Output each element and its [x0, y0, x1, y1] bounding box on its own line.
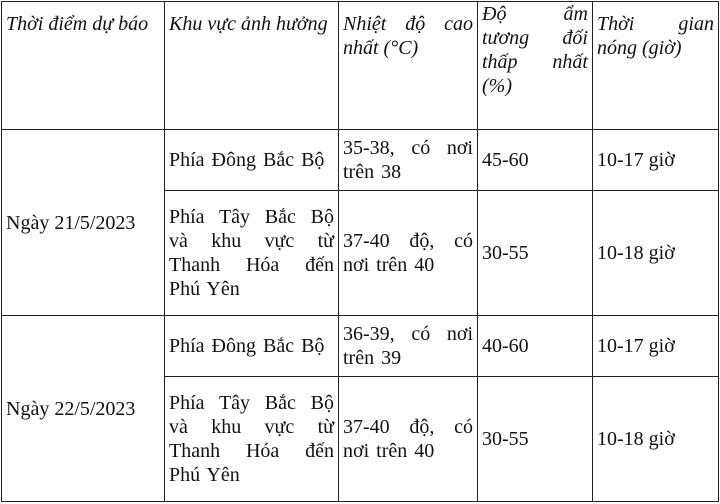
header-forecast-time: Thời điểm dự báo [2, 2, 165, 130]
temperature-cell: 35-38, có nơi trên 38 [339, 130, 478, 191]
temperature-cell: 36-39, có nơi trên 39 [339, 316, 478, 377]
duration-cell: 10-18 giờ [593, 377, 719, 502]
header-max-temperature: Nhiệt độ cao nhất (°C) [339, 2, 478, 130]
humidity-cell: 30-55 [478, 191, 593, 316]
temperature-cell: 37-40 độ, có nơi trên 40 [339, 377, 478, 502]
forecast-date-cell: Ngày 22/5/2023 [2, 316, 165, 502]
area-cell: Phía Đông Bắc Bộ [165, 130, 339, 191]
duration-cell: 10-17 giờ [593, 316, 719, 377]
area-cell: Phía Tây Bắc Bộ và khu vực từ Thanh Hóa đến Phú Yên [165, 191, 339, 316]
table-row [2, 130, 719, 191]
forecast-date-cell: Ngày 21/5/2023 [2, 130, 165, 316]
table-row [2, 316, 719, 377]
header-hot-duration: Thời gian nóng (giờ) [593, 2, 719, 130]
duration-cell: 10-17 giờ [593, 130, 719, 191]
humidity-cell: 30-55 [478, 377, 593, 502]
humidity-cell: 40-60 [478, 316, 593, 377]
header-affected-area: Khu vực ảnh hưởng [165, 2, 339, 130]
temperature-cell: 37-40 độ, có nơi trên 40 [339, 191, 478, 316]
header-min-humidity: Độ ẩm tương đối thấp nhất (%) [478, 2, 593, 130]
humidity-cell: 45-60 [478, 130, 593, 191]
table-header-row [2, 2, 719, 130]
area-cell: Phía Đông Bắc Bộ [165, 316, 339, 377]
heat-forecast-table [1, 1, 719, 502]
area-cell: Phía Tây Bắc Bộ và khu vực từ Thanh Hóa đến Phú Yên [165, 377, 339, 502]
duration-cell: 10-18 giờ [593, 191, 719, 316]
